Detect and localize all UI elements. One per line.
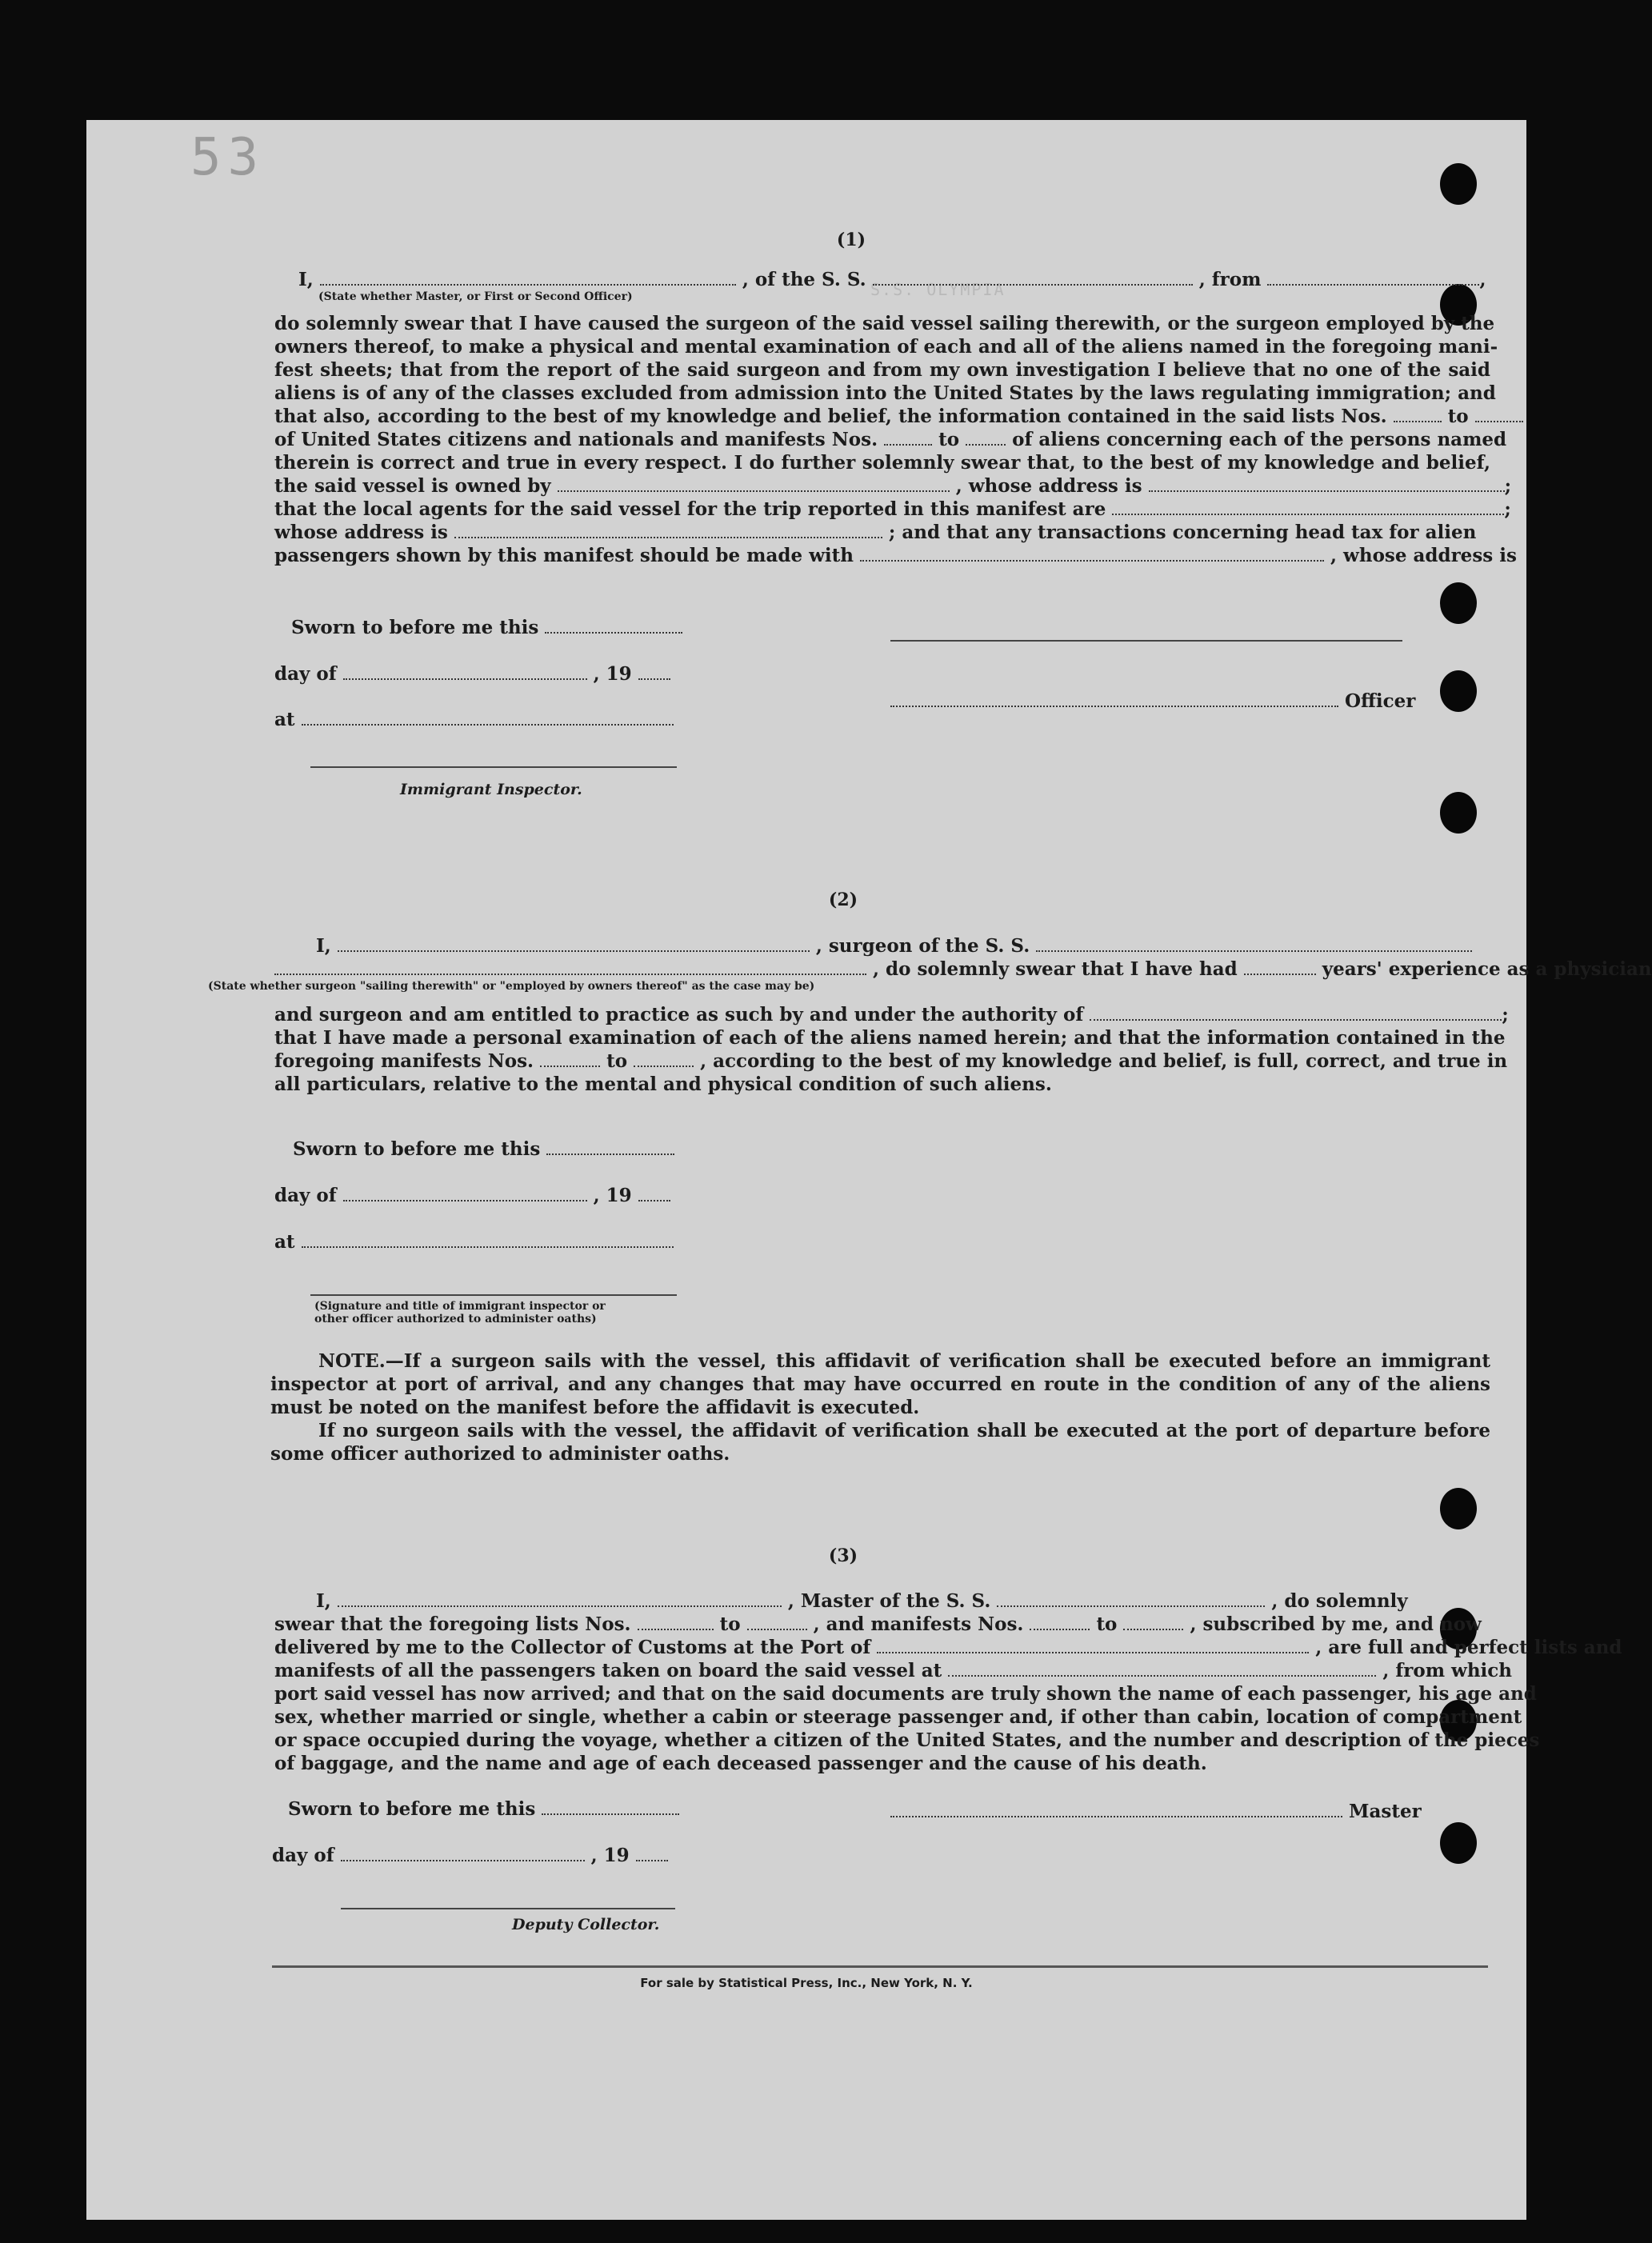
bleed-through-ship: S.S. OLYMPIA: [870, 280, 1006, 299]
surgeon-note: (State whether surgeon "sailing therewith" or "employed by owners thereof" as the case may be): [208, 980, 815, 993]
section1-body-line: owners thereof, to make a physical and mental examination of each and all of the aliens named in the foregoing mani-: [274, 336, 1498, 358]
section2-line5: foregoing manifests Nos. to , according to the best of my knowledge and belief, is full, correct, and true in: [274, 1050, 1508, 1072]
master-line: Master: [890, 1800, 1494, 1823]
section2-line3: and surgeon and am entitled to practice as such by and under the authority of ;: [274, 1004, 1509, 1026]
binder-hole: [1440, 163, 1477, 205]
section2-heading: (2): [828, 890, 858, 910]
section1-lists-line: that also, according to the best of my knowledge and belief, the information contained in the said lists Nos. to: [274, 405, 1490, 428]
officer-line: Officer: [890, 690, 1494, 713]
section2-line2: , do solemnly swear that I have had years' experience as a physician: [274, 958, 1490, 981]
note-paragraph-2: If no surgeon sails with the vessel, the affidavit of verification shall be executed at the port of departure before some officer authorized to administer oaths.: [270, 1420, 1490, 1465]
section3-line3: delivered by me to the Collector of Customs at the Port of , are full and perfect lists and: [274, 1637, 1622, 1658]
immigrant-inspector-label: Immigrant Inspector.: [400, 781, 582, 798]
section2-line1: I, , surgeon of the S. S.: [274, 934, 1490, 958]
section2-line6: all particulars, relative to the mental and physical condition of such aliens.: [274, 1074, 1052, 1095]
officer-note: (State whether Master, or First or Second Officer): [318, 290, 633, 303]
note-block: [270, 1349, 1490, 1465]
deputy-collector-signature-line: [341, 1908, 675, 1909]
section1-passengers-line: passengers shown by this manifest should be made with , whose address is: [274, 545, 1517, 566]
section1-therein-line: therein is correct and true in every respect. I do further solemnly swear that, to the best of my knowledge and belief,: [274, 452, 1490, 474]
section1-body-line: fest sheets; that from the report of the said surgeon and from my own investigation I believe that no one of the said: [274, 359, 1490, 381]
section3-day-of: day of , 19: [272, 1844, 1488, 1867]
signature-note: (Signature and title of immigrant inspector or other officer authorized to administer oaths): [314, 1300, 606, 1325]
section3-heading: (3): [828, 1545, 858, 1566]
form-page: [86, 120, 1652, 2220]
section1-at: at: [274, 708, 1490, 731]
binder-hole: [1440, 1488, 1477, 1529]
section1-whose-line: whose address is ; and that any transactions concerning head tax for alien: [274, 522, 1477, 543]
officer-signature-line-top: [890, 640, 1402, 642]
footer-imprint: For sale by Statistical Press, Inc., New York, N. Y.: [640, 1976, 973, 1990]
section3-body-line: sex, whether married or single, whether a cabin or steerage passenger and, if other than cabin, location of compartment: [274, 1706, 1522, 1728]
page-number-stamp: 53: [190, 128, 266, 187]
section2-sworn: Sworn to before me this: [293, 1137, 1509, 1161]
section1-heading: (1): [836, 230, 866, 250]
section2-line4: that I have made a personal examination of each of the aliens named herein; and that the information contained in the: [274, 1027, 1506, 1049]
section1-day-of: day of , 19: [274, 662, 1490, 686]
section1-body-line: do solemnly swear that I have caused the surgeon of the said vessel sailing therewith, or the surgeon employed by the: [274, 313, 1495, 334]
section1-agents-line: that the local agents for the said vessel for the trip reported in this manifest are ;: [274, 498, 1511, 520]
section2-day-of: day of , 19: [274, 1184, 1490, 1207]
section3-last-line: of baggage, and the name and age of each deceased passenger and the cause of his death.: [274, 1753, 1207, 1774]
section3-line4: manifests of all the passengers taken on board the said vessel at , from which: [274, 1660, 1513, 1681]
binder-hole: [1440, 792, 1477, 834]
section3-line1: I, , Master of the S. S. , do solemnly: [316, 1590, 1408, 1612]
section1-citizens-line: of United States citizens and nationals and manifests Nos. to of aliens concerning each of the persons named: [274, 429, 1507, 450]
officer-signature-line-2: [310, 1294, 677, 1296]
bottom-rule: [272, 1965, 1488, 1968]
section1-body-line: aliens is of any of the classes excluded from admission into the United States by the laws regulating immigration; and: [274, 382, 1496, 404]
inspector-signature-line: [310, 766, 677, 768]
section3-line2: swear that the foregoing lists Nos. to , and manifests Nos. to , subscribed by me, and now: [274, 1613, 1482, 1635]
note-paragraph-1: NOTE.—If a surgeon sails with the vessel, this affidavit of verification shall be executed before an immigrant inspector at port of arrival, and any changes that may have occurred en route in the condition of any of the aliens must be noted on the manifest before the affidavit is executed.: [270, 1350, 1490, 1418]
section1-owned-line: the said vessel is owned by , whose address is ;: [274, 475, 1512, 497]
deputy-collector-label: Deputy Collector.: [512, 1916, 660, 1933]
section3-body-line: port said vessel has now arrived; and that on the said documents are truly shown the name of each passenger, his age and: [274, 1683, 1537, 1705]
section3-sworn: Sworn to before me this: [288, 1797, 1504, 1821]
section3-body-line: or space occupied during the voyage, whether a citizen of the United States, and the number and description of the pieces: [274, 1729, 1540, 1751]
section1-sworn: Sworn to before me this: [291, 616, 1507, 639]
section2-at: at: [274, 1230, 1490, 1253]
section1-line1: I, , of the S. S. , from ,: [298, 269, 1486, 290]
